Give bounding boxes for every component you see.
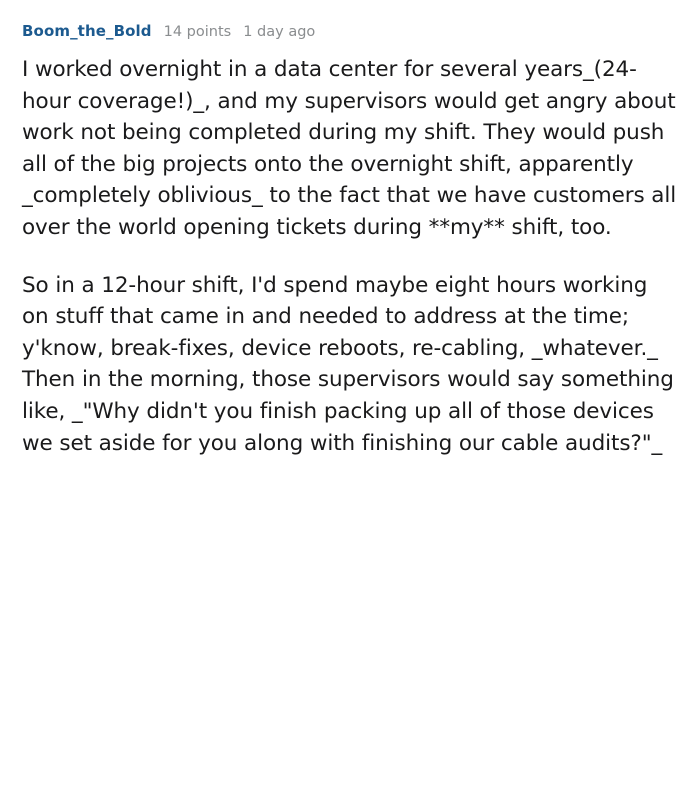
comment-paragraph: I worked overnight in a data center for several years_(24-hour coverage!)_, and my supervisors would get angry about work not being completed during my shift. They would push all of the big projects onto the overnight shift, apparently _completely oblivious_ to the fact that we have customers all over the world opening tickets during **my** shift, too. <box>22 57 677 240</box>
comment-body <box>22 54 680 459</box>
comment-paragraph: So in a 12-hour shift, I'd spend maybe eight hours working on stuff that came in and needed to address at the time; y'know, break-fixes, device reboots, re-cabling, _whatever._ Then in the morning, those supervisors would say something like, _"Why didn't you finish packing up all of those devices we set aside for you along with finishing our cable audits?"_ <box>22 272 674 456</box>
comment-author[interactable]: Boom_the_Bold <box>22 22 152 40</box>
comment-points: 14 points <box>163 24 232 40</box>
comment-timestamp: 1 day ago <box>243 24 316 40</box>
comment-header <box>22 22 680 40</box>
